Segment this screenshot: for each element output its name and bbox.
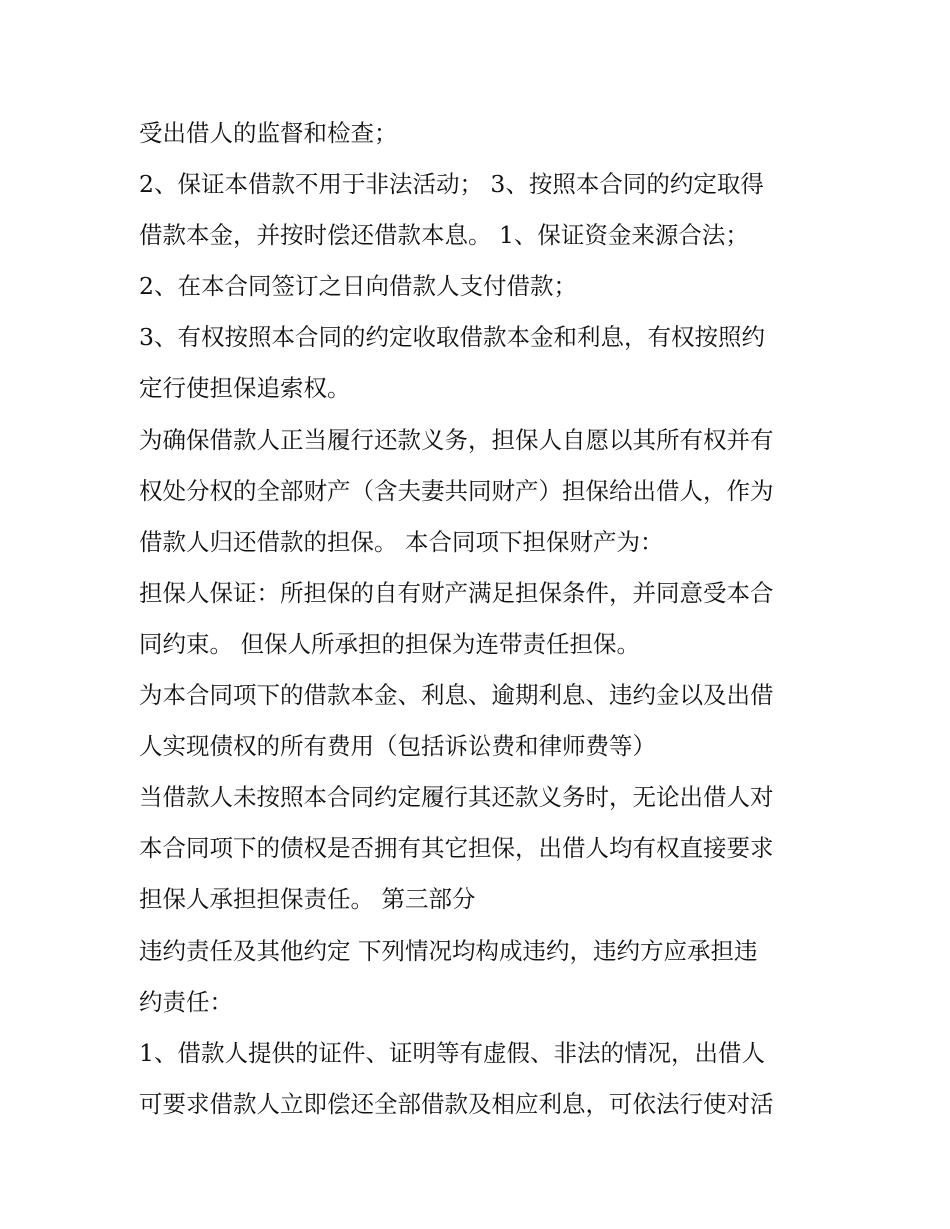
text-line: 借款人归还借款的担保。 本合同项下担保财产为：	[139, 527, 664, 556]
text-line: 为本合同项下的借款本金、利息、逾期利息、违约金以及出借	[139, 681, 774, 710]
text-line: 担保人承担担保责任。 第三部分	[139, 885, 476, 914]
text-line: 权处分权的全部财产（含夫妻共同财产）担保给出借人，作为	[139, 476, 774, 505]
text-line: 借款本金，并按时偿还借款本息。 1、保证资金来源合法；	[139, 221, 749, 250]
text-line: 违约责任及其他约定 下列情况均构成违约，违约方应承担违	[139, 936, 758, 965]
text-line: 本合同项下的债权是否拥有其它担保，出借人均有权直接要求	[139, 834, 774, 863]
text-line: 当借款人未按照本合同约定履行其还款义务时，无论出借人对	[139, 783, 774, 812]
text-line: 人实现债权的所有费用（包括诉讼费和律师费等）	[139, 732, 656, 761]
text-line: 1、借款人提供的证件、证明等有虚假、非法的情况，出借人	[139, 1038, 765, 1067]
text-line: 约责任：	[139, 987, 233, 1016]
text-line: 定行使担保追索权。	[139, 374, 351, 403]
text-line: 3、有权按照本合同的约定收取借款本金和利息，有权按照约	[139, 323, 765, 352]
document-body	[139, 108, 819, 1130]
text-line: 2、在本合同签订之日向借款人支付借款；	[139, 272, 577, 301]
text-line: 2、保证本借款不用于非法活动； 3、按照本合同的约定取得	[139, 170, 764, 199]
text-line: 受出借人的监督和检查；	[139, 119, 398, 147]
text-line: 担保人保证：所担保的自有财产满足担保条件，并同意受本合	[139, 578, 774, 607]
text-line: 可要求借款人立即偿还全部借款及相应利息，可依法行使对活	[139, 1089, 774, 1118]
text-line: 同约束。 但保人所承担的担保为连带责任担保。	[139, 629, 640, 658]
text-line: 为确保借款人正当履行还款义务，担保人自愿以其所有权并有	[139, 425, 774, 454]
